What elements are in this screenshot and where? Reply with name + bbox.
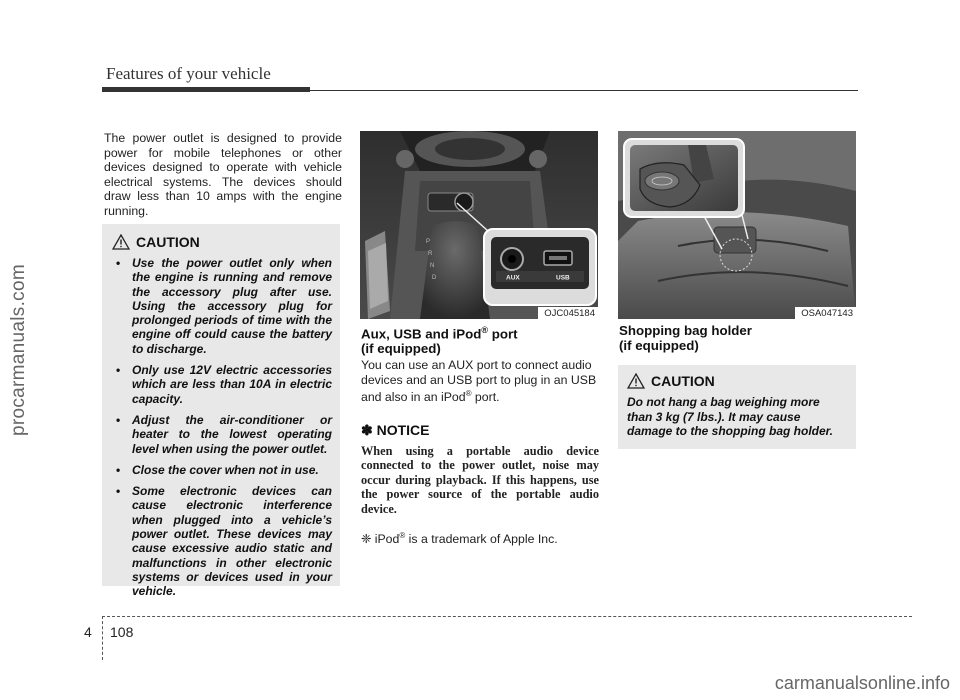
heading-text: port: [488, 326, 518, 342]
caution-list: [112, 256, 332, 599]
caution-item: • Use the power outlet only when the engine is running and remove the accessory plug after use. Using the accessory plug for prolonged periods of time with the engine off could cause the battery to discharge.: [112, 256, 332, 356]
registered-mark: ®: [481, 325, 489, 335]
photo-code: OSA047143: [795, 307, 856, 319]
watermark-left-text: procarmanuals.com: [8, 264, 30, 436]
caution-header: [627, 373, 848, 389]
caution-item: • Only use 12V electric accessories which are less than 10A in electric capacity.: [112, 363, 332, 406]
registered-mark: ®: [465, 389, 472, 399]
heading-subtext: (if equipped): [361, 341, 441, 357]
caution-title: CAUTION: [651, 373, 715, 389]
photo-aux-usb-console: [360, 131, 598, 319]
watermark-left: [4, 0, 34, 700]
notice-text: When using a portable audio device connected to the power outlet, noise may occur during playback. If this happens, use the power source of the portable audio device.: [361, 444, 599, 516]
caution-title: CAUTION: [136, 234, 200, 250]
page-number: 108: [110, 624, 134, 640]
headrest-illustration: [618, 131, 856, 319]
usb-port-label: USB: [556, 274, 570, 282]
photo-shopping-bag-holder: [618, 131, 856, 319]
gear-label-p: P: [426, 239, 431, 245]
gear-label-n: N: [430, 263, 435, 269]
caution-header: [112, 234, 332, 250]
caution-text: Do not hang a bag weighing more than 3 kg (7 lbs.). It may cause damage to the shopping bag holder.: [627, 395, 834, 438]
caution-box-bag-holder: [618, 365, 856, 449]
aux-text-part: port.: [471, 390, 500, 405]
heading-text: Shopping bag holder: [619, 323, 752, 338]
shopping-bag-holder-heading: [619, 323, 752, 353]
warning-triangle-icon: [627, 373, 645, 389]
aux-usb-description: [361, 358, 599, 405]
page-header-title: Features of your vehicle: [106, 64, 271, 83]
warning-triangle-icon: [112, 234, 130, 250]
trademark-text: is a trademark of Apple Inc.: [405, 532, 558, 547]
caution-item: • Adjust the air-conditioner or heater to the lowest operating level when using the power outlet.: [112, 413, 332, 456]
console-illustration: [360, 131, 598, 319]
gear-label-d: D: [432, 275, 437, 281]
photo-code: OJC045184: [538, 307, 598, 319]
aux-text-part: You can use an AUX port to connect audio devices and an USB port to plug in an USB and also in an iPod: [361, 358, 597, 405]
footer-rule: [102, 616, 912, 617]
header-rule-thick: [102, 87, 310, 92]
power-outlet-intro: The power outlet is designed to provide power for mobile telephones or other devices designed to operate with vehicle electrical systems. The devices should draw less than 10 amps with the engine running.: [104, 131, 342, 218]
caution-item: • Close the cover when not in use.: [112, 463, 332, 477]
header-rule-thin: [310, 90, 858, 91]
caution-box-power-outlet: [102, 224, 340, 599]
notice-title: ✽ NOTICE: [361, 422, 430, 438]
trademark-note: [361, 531, 558, 546]
gear-label-r: R: [428, 251, 433, 257]
caution-item: • Some electronic devices can cause electronic interference when plugged into a vehicle’s power outlet. These devices may cause excessive audio static and malfunctions in other electronic systems or devices used in your vehicle.: [112, 484, 332, 598]
watermark-bottom: carmanualsonline.info: [774, 673, 950, 693]
section-number: 4: [84, 624, 92, 640]
aux-usb-ipod-heading: [361, 323, 518, 356]
heading-subtext: (if equipped): [619, 338, 699, 353]
footer-divider: [102, 616, 103, 660]
trademark-text: ❈ iPod: [361, 532, 400, 547]
aux-port-label: AUX: [506, 274, 520, 282]
heading-text: Aux, USB and iPod: [361, 326, 482, 342]
registered-mark: ®: [399, 531, 406, 540]
